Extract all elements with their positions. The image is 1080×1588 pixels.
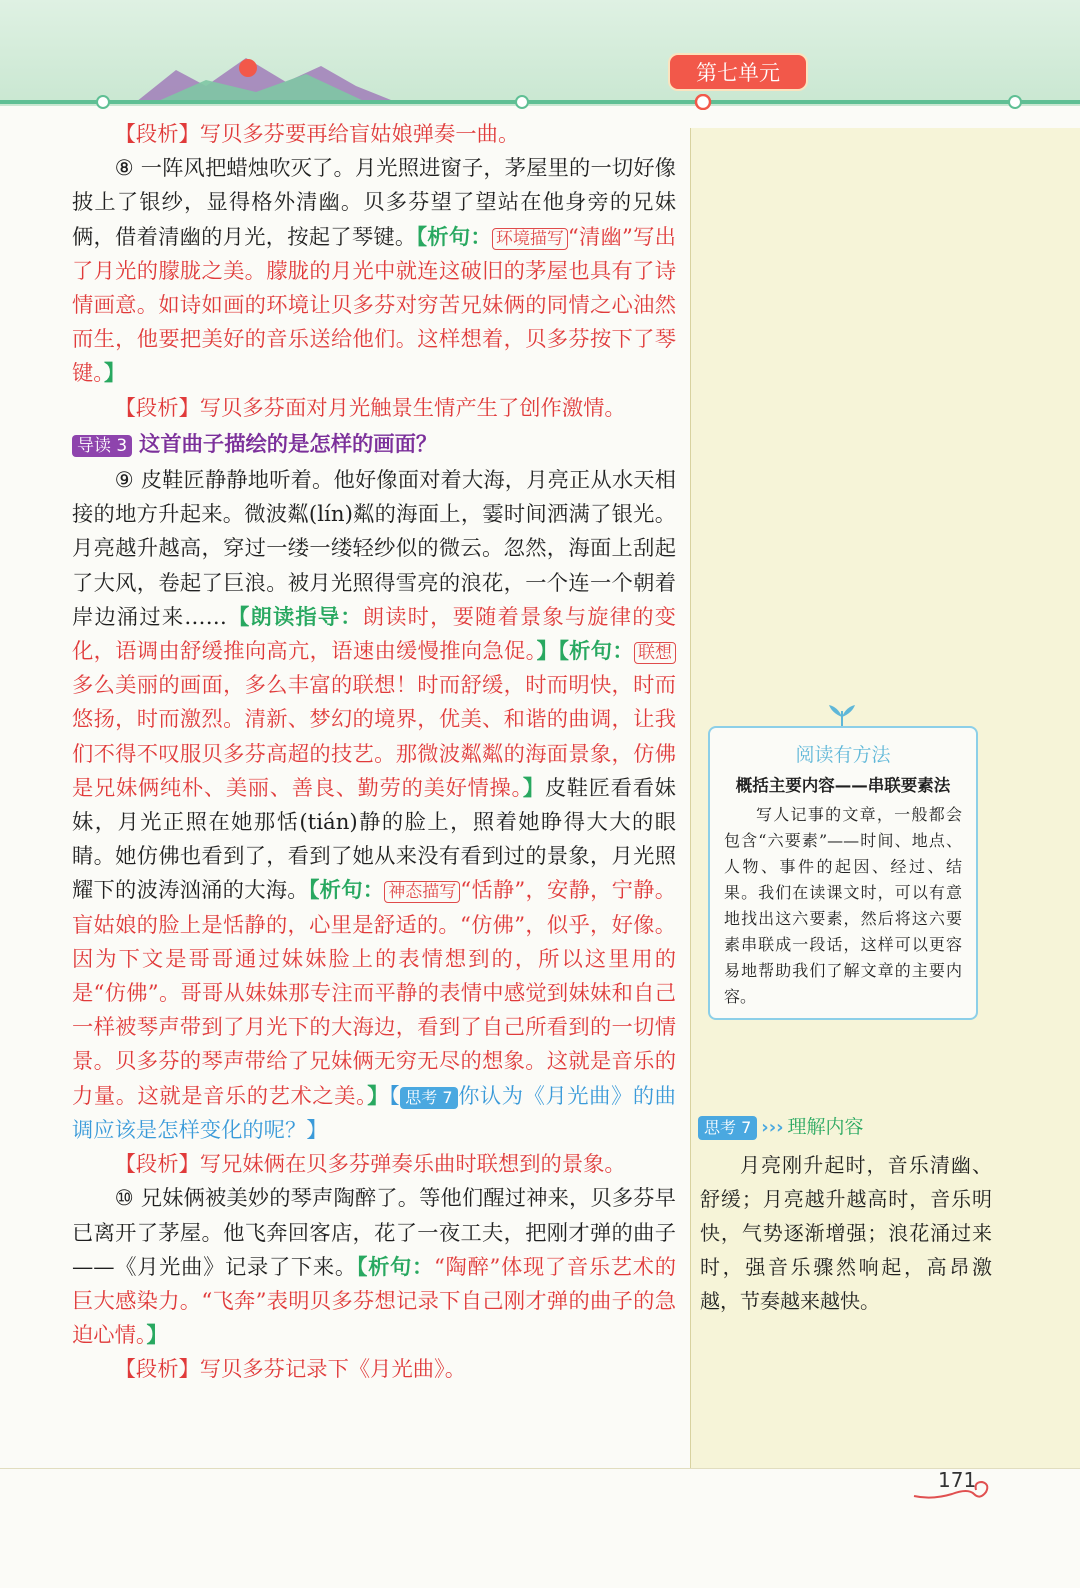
method-subtitle: 概括主要内容——串联要素法 [735,776,951,795]
think-answer: 月亮刚升起时，音乐清幽、舒缓；月亮越升越高时，音乐明快，气势逐渐增强；浪花涌过来时，强音乐骤然响起，高昂激越，节奏越来越快。 [700,1153,992,1313]
think-heading [698,1112,1018,1140]
think-title: 理解内容 [787,1116,864,1138]
annotation-text: “清幽”写出了月光的朦胧之美。朦胧的月光中就连这破旧的茅屋也具有了诗情画意。如诗如画的环境让贝多芬对穷苦兄妹俩的同情之心油然而生，他要把美好的音乐送给他们。这样想着，贝多芬按下了琴键。 [72,224,676,387]
think-close: 】 [306,1117,328,1143]
annotation-close: 】 [146,1323,168,1349]
reading-method-box [708,726,978,1020]
paragraph-number: ⑧ [114,156,134,182]
think-tag: 思考 7 [400,1087,457,1109]
reading-guide-close: 】 [536,639,559,665]
analysis-text: 【段析】写贝多芬面对月光触景生情产生了创作激情。 [114,395,626,421]
think-question: 你认为《月光曲》的曲调应该是怎样变化的呢？ [72,1083,676,1143]
annotation-text: “恬静”，安静，宁静。盲姑娘的脸上是恬静的，心里是舒适的。“仿佛”，似乎，好像。因为下文是哥哥通过妹妹脸上的表情想到的，所以这里用的是“仿佛”。哥哥从妹妹那专注而平静的表情中感觉到妹妹和自己一样被琴声带到了月光下的大海边，看到了自己所看到的一切情景。贝多芬的琴声带给了兄妹俩无穷无尽的想象。这就是音乐的力量。这就是音乐的艺术之美。 [72,878,676,1109]
paragraph-number: ⑩ [114,1186,134,1212]
guide-question-text: 这首曲子描绘的是怎样的画面？ [139,431,438,457]
bottom-divider [0,1468,1080,1469]
paragraph-text-continued: 皮鞋匠看看妹妹，月光正照在她那恬(tián)静的脸上，照着她睁得大大的眼睛。她仿佛也看到了，看到了她从来没有看到过的景象，月光照耀下的波涛汹涌的大海。 [72,775,676,904]
paragraph-analysis-7 [72,118,676,152]
think-tag: 思考 7 [698,1116,757,1140]
annotation-open: 【析句： [356,1254,434,1280]
unit-label: 第七单元 [668,53,808,91]
annotation-open: 【析句： [308,878,385,904]
swirl-icon [912,1474,992,1502]
paragraph-analysis-9 [72,1148,676,1182]
annotation-tag: 环境描写 [492,228,568,250]
paragraph-text: 皮鞋匠静静地听着。他好像面对着大海，月亮正从水天相接的地方升起来。微波粼(lín)粼的海面上，霎时间洒满了银光。月亮越升越高，穿过一缕一缕轻纱似的微云。忽然，海面上刮起了大风，卷起了巨浪。被月光照得雪亮的浪花，一个连一个朝着岸边涌过来…… [72,468,676,630]
sidebar-divider [690,128,691,1468]
paragraph-number: ⑨ [114,468,134,494]
paragraph-analysis-8 [72,392,676,426]
method-title: 阅读有方法 [795,744,891,766]
analysis-text: 【段析】写贝多芬记录下《月光曲》。 [114,1357,466,1383]
paragraph-10 [72,1182,676,1353]
reading-guide-text: 朗读时，要随着景象与旋律的变化，语调由舒缓推向高亢，语速由缓慢推向急促。 [72,604,676,665]
method-body: 写人记事的文章，一般都会包含“六要素”——时间、地点、人物、事件的起因、经过、结果。我们在读课文时，可以有意地找出这六要素，然后将这六要素串联成一段话，这样可以更容易地帮助我们了解文章的主要内容。 [724,805,962,1006]
header-dots [0,94,1080,110]
reading-guide-open: 【朗读指导： [226,604,363,630]
guide-tag: 导读 3 [72,435,132,457]
page-number: 171 [938,1468,977,1492]
annotation-text: 多么美丽的画面，多么丰富的联想！时而舒缓，时而明快，时而悠扬，时而激烈。清新、梦幻的境界，优美、和谐的曲调，让我们不得不叹服贝多芬高超的技艺。那微波粼粼的海面景象，仿佛是兄妹俩纯朴、美丽、善良、勤劳的美好情操。 [72,673,676,801]
annotation-open: 【析句： [416,224,492,250]
think-open: 【 [389,1083,401,1109]
annotation-tag: 神态描写 [384,881,460,903]
paragraph-analysis-10 [72,1353,676,1387]
paragraph-8 [72,152,676,391]
guide-question [72,428,676,462]
chevrons-icon: ››› [761,1117,784,1138]
paragraph-text: 兄妹俩被美妙的琴声陶醉了。等他们醒过神来，贝多芬早已离开了茅屋。他飞奔回客店，花了一夜工夫，把刚才弹的曲子——《月光曲》记录了下来。 [72,1186,676,1280]
annotation-close: 】 [522,775,545,801]
main-text-column [72,118,676,1388]
annotation-text: “陶醉”体现了音乐艺术的巨大感染力。“飞奔”表明贝多芬想记录下自己刚才弹的曲子的急迫心情。 [72,1254,676,1349]
paragraph-text: 一阵风把蜡烛吹灭了。月光照进窗子，茅屋里的一切好像披上了银纱，显得格外清幽。贝多芬望了望站在他身旁的兄妹俩，借着清幽的月光，按起了琴键。 [72,156,676,250]
annotation-tag: 联想 [634,642,676,664]
paragraph-9 [72,464,676,1148]
annotation-open: 【析句： [558,639,634,665]
annotation-close: 】 [103,361,126,387]
analysis-text: 【段析】写贝多芬要再给盲姑娘弹奏一曲。 [114,122,520,147]
annotation-close: 】 [367,1083,390,1109]
analysis-text: 【段析】写兄妹俩在贝多芬弹奏乐曲时联想到的景象。 [114,1152,626,1178]
